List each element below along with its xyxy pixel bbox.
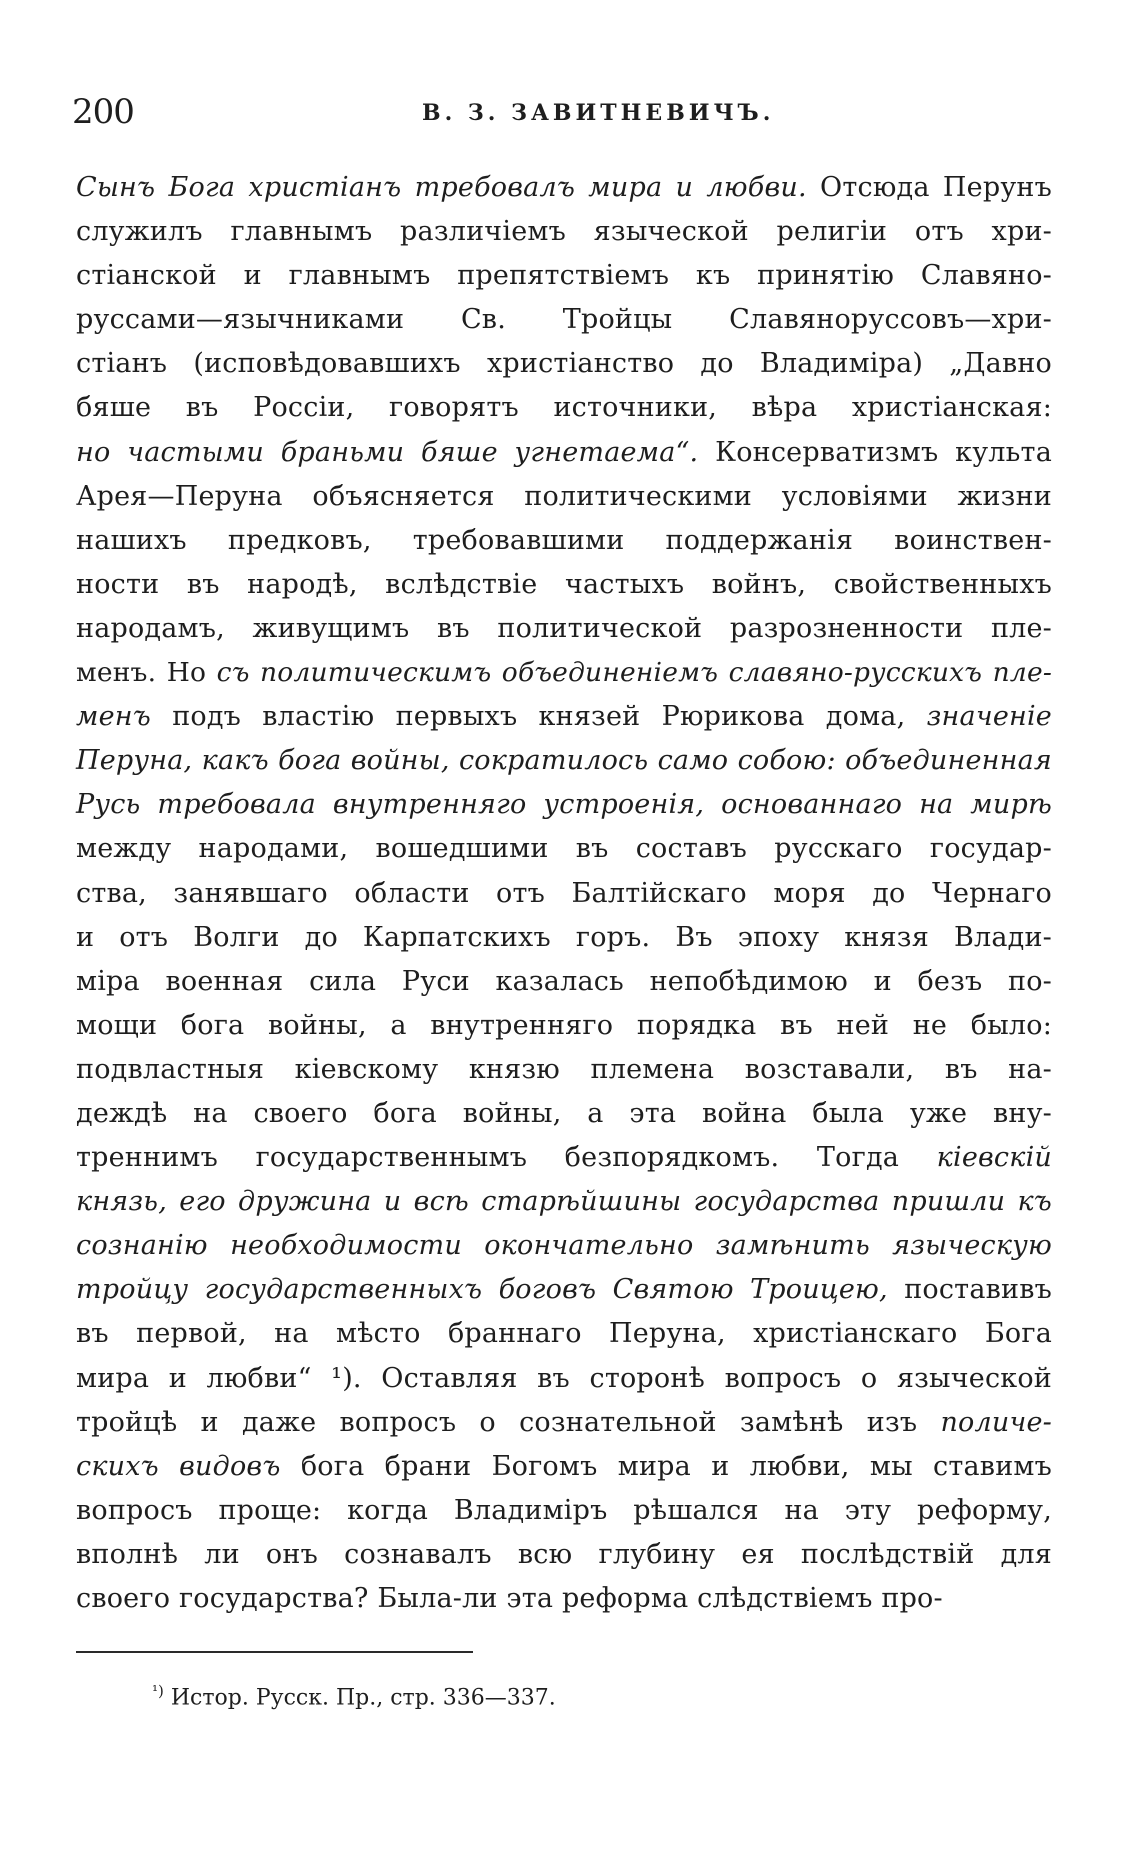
italic-run: съ политическимъ объединеніемъ славяно-русскихъ пле- [216, 657, 1052, 689]
text-run: міра военная сила Руси казалась непобѣдимою и безъ по- [76, 965, 1052, 997]
body-text [76, 166, 1052, 1621]
page-number: 200 [72, 92, 134, 132]
text-line [76, 607, 1052, 651]
italic-run: скихъ видовъ [76, 1450, 281, 1482]
text-line [76, 386, 1052, 430]
text-run: и отъ Волги до Карпатскихъ горъ. Въ эпоху князя Влади- [76, 921, 1052, 953]
text-run: поставивъ [887, 1274, 1052, 1306]
text-line [76, 1489, 1052, 1533]
italic-run: сознанію необходимости окончательно замѣнить языческую [76, 1230, 1052, 1262]
text-line [76, 739, 1052, 783]
italic-run: Сынъ Бога христіанъ требовалъ мира и любви. [76, 172, 807, 203]
text-line [76, 166, 1052, 210]
text-run: тройцѣ и даже вопросъ о сознательной замѣнѣ изъ [76, 1406, 941, 1438]
text-run: въ первой, на мѣсто браннаго Перуна, христіанскаго Бога [76, 1318, 1052, 1350]
italic-run: кіевскій [936, 1142, 1052, 1174]
text-run: Консерватизмъ культа [698, 436, 1052, 468]
text-run: бяше въ Россіи, говорятъ источники, вѣра христіанская: [76, 392, 1052, 424]
text-run: нашихъ предковъ, требовавшими поддержанія воинствен- [76, 524, 1052, 556]
text-run: менъ. Но [76, 657, 217, 689]
text-line [76, 651, 1052, 695]
text-line [76, 1180, 1052, 1224]
text-line [76, 254, 1052, 298]
text-run: мира и любви“ ¹). Оставляя въ сторонѣ вопросъ о языческой [76, 1362, 1052, 1394]
italic-run: Русь требовала внутренняго устроенія, основаннаго на мирѣ [76, 789, 1052, 821]
text-line [76, 298, 1052, 342]
text-line [76, 431, 1052, 475]
footnote-rule [76, 1651, 473, 1653]
italic-run: тройцу государственныхъ боговъ Святою Троицею, [76, 1274, 888, 1306]
text-line [76, 1004, 1052, 1048]
text-line [76, 1224, 1052, 1268]
text-line [76, 210, 1052, 254]
text-line [76, 827, 1052, 871]
text-line [76, 563, 1052, 607]
footnote [152, 1682, 556, 1710]
italic-run: значеніе [926, 701, 1052, 733]
text-run: руссами—язычниками Св. Тройцы Славяноруссовъ—хри- [76, 304, 1052, 336]
text-line [76, 1136, 1052, 1180]
text-line [76, 1092, 1052, 1136]
text-run: служилъ главнымъ различіемъ языческой религіи отъ хри- [76, 216, 1052, 248]
text-line [76, 519, 1052, 563]
text-run: Отсюда Перунъ [806, 172, 1052, 203]
italic-run: Перуна, какъ бога войны, сократилось само собою: объединенная [76, 745, 1052, 777]
text-line [76, 1357, 1052, 1401]
text-line [76, 1533, 1052, 1577]
text-run: мощи бога войны, а внутренняго порядка въ ней не было: [76, 1009, 1052, 1041]
text-run: ства, занявшаго области отъ Балтійскаго моря до Чернаго [76, 877, 1052, 909]
text-run: вопросъ проще: когда Владиміръ рѣшался на эту реформу, [76, 1494, 1052, 1526]
text-line [76, 342, 1052, 386]
italic-run: менъ [76, 701, 151, 733]
italic-run: поличе- [940, 1406, 1052, 1438]
running-title: В. З. ЗАВИТНЕВИЧЪ. [422, 100, 775, 126]
text-line [76, 916, 1052, 960]
text-line [76, 1048, 1052, 1092]
text-run: своего государства? Была-ли эта реформа слѣдствіемъ про- [76, 1583, 943, 1614]
text-run: народамъ, живущимъ въ политической разрозненности пле- [76, 612, 1052, 644]
text-run: стіанской и главнымъ препятствіемъ къ принятію Славяно- [76, 260, 1052, 292]
text-run: ности въ народѣ, вслѣдствіе частыхъ войнъ, свойственныхъ [76, 568, 1052, 600]
text-run: стіанъ (исповѣдовавшихъ христіанство до Владиміра) „Давно [76, 348, 1052, 380]
italic-run: но частыми браньми бяше угнетаема“. [76, 436, 699, 468]
text-line [76, 1268, 1052, 1312]
text-run: Арея—Перуна объясняется политическими условіями жизни [76, 480, 1052, 512]
text-line [76, 695, 1052, 739]
text-run: подъ властію первыхъ князей Рюрикова дома, [150, 701, 927, 733]
text-run: треннимъ государственнымъ безпорядкомъ. Тогда [76, 1142, 937, 1174]
footnote-text: Истор. Русск. Пр., стр. 336—337. [163, 1685, 556, 1711]
text-run: вполнѣ ли онъ сознавалъ всю глубину ея послѣдствій для [76, 1538, 1052, 1570]
text-line [76, 872, 1052, 916]
text-run: подвластныя кіевскому князю племена возставали, въ на- [76, 1053, 1052, 1085]
text-line [76, 1401, 1052, 1445]
italic-run: князь, его дружина и всѣ старѣйшины государства пришли къ [76, 1186, 1052, 1218]
text-line [76, 960, 1052, 1004]
text-line [76, 783, 1052, 827]
text-run: между народами, вошедшими въ составъ русскаго государ- [76, 833, 1052, 865]
text-line [76, 1312, 1052, 1356]
text-run: деждѣ на своего бога войны, а эта война была уже вну- [76, 1097, 1052, 1129]
text-line [76, 1445, 1052, 1489]
footnote-marker: ¹) [152, 1682, 164, 1700]
text-run: бога брани Богомъ мира и любви, мы ставимъ [280, 1450, 1052, 1482]
text-line [76, 475, 1052, 519]
text-line [76, 1577, 1052, 1621]
